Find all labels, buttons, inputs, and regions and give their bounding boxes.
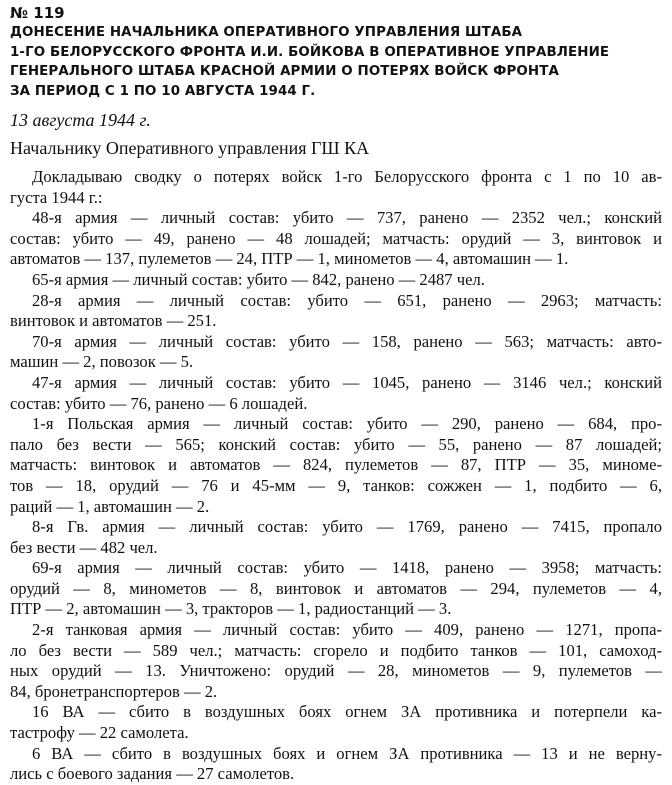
paragraph-line: 65-я армия — личный состав: убито — 842, ранено — 2487 чел. (32, 269, 485, 289)
heading-line: ГЕНЕРАЛЬНОГО ШТАБА КРАСНОЙ АРМИИ О ПОТЕРЯХ ВОЙСК ФРОНТА (10, 64, 559, 79)
addressee-line: Начальнику Оперативного управления ГШ КА (10, 138, 370, 158)
paragraph-line: 47-я армия — личный состав: убито — 1045, ранено — 3146 чел.; конский (32, 372, 662, 392)
paragraph-line: 2-я танковая армия — личный состав: убито — 409, ранено — 1271, пропа- (32, 620, 662, 640)
paragraph-line: лись с боевого задания — 27 самолетов. (10, 764, 295, 784)
paragraph-line: 48-я армия — личный состав: убито — 737, ранено — 2352 чел.; конский (32, 208, 662, 228)
paragraph-line: матчасть: винтовок и автоматов — 824, пулеметов — 87, ПТР — 35, миноме- (10, 455, 662, 475)
paragraph-line: 28-я армия — личный состав: убито — 651, ранено — 2963; матчасть: (32, 290, 662, 310)
paragraph-line: состав: убито — 76, ранено — 6 лошадей. (10, 393, 308, 413)
paragraph-line: машин — 2, повозок — 5. (10, 352, 194, 372)
report-paragraph (10, 373, 662, 414)
paragraph-line: пало без вести — 565; конский состав: убито — 55, ранено — 87 лошадей; (10, 434, 662, 454)
report-paragraph (10, 291, 662, 332)
paragraph-line: тов — 18, орудий — 76 и 45-мм — 9, танков: сожжен — 1, подбито — 6, (10, 475, 662, 495)
document-heading (10, 23, 662, 101)
paragraph-line: автоматов — 137, пулеметов — 24, ПТР — 1, минометов — 4, автомашин — 1. (10, 249, 569, 269)
report-paragraph (10, 558, 662, 620)
report-paragraph (10, 517, 662, 558)
paragraph-line: 16 ВА — сбито в воздушных боях огнем ЗА противника и потерпели ка- (32, 702, 662, 722)
report-paragraph (10, 332, 662, 373)
report-paragraph (10, 620, 662, 702)
paragraph-line: густа 1944 г.: (10, 187, 103, 207)
report-body (10, 167, 662, 785)
document-number: № 119 (10, 4, 65, 22)
paragraph-line: орудий — 8, минометов — 8, винтовок и автоматов — 294, пулеметов — 4, (10, 578, 662, 598)
heading-line: ДОНЕСЕНИЕ НАЧАЛЬНИКА ОПЕРАТИВНОГО УПРАВЛЕНИЯ ШТАБА (10, 25, 523, 40)
report-paragraph (10, 167, 662, 208)
document-page (10, 4, 662, 785)
report-paragraph (10, 744, 662, 785)
paragraph-line: ПТР — 2, автомашин — 3, тракторов — 1, радиостанций — 3. (10, 599, 452, 619)
report-paragraph (10, 270, 662, 291)
paragraph-line: 84, бронетранспортеров — 2. (10, 681, 218, 701)
report-paragraph (10, 414, 662, 517)
paragraph-line: 8-я Гв. армия — личный состав: убито — 1769, ранено — 7415, пропало (32, 517, 662, 537)
paragraph-line: ло без вести — 589 чел.; матчасть: сгорело и подбито танков — 101, самоход- (10, 640, 662, 660)
paragraph-line: раций — 1, автомашин — 2. (10, 496, 210, 516)
paragraph-line: винтовок и автоматов — 251. (10, 311, 217, 331)
paragraph-line: 69-я армия — личный состав: убито — 1418, ранено — 3958; матчасть: (32, 558, 662, 578)
paragraph-line: без вести — 482 чел. (10, 537, 158, 557)
paragraph-line: 1-я Польская армия — личный состав: убито — 290, ранено — 684, про- (32, 414, 662, 434)
paragraph-line: 70-я армия — личный состав: убито — 158, ранено — 563; матчасть: авто- (32, 331, 662, 351)
report-paragraph (10, 208, 662, 270)
heading-line: ЗА ПЕРИОД С 1 ПО 10 АВГУСТА 1944 Г. (10, 83, 316, 99)
paragraph-line: ных орудий — 13. Уничтожено: орудий — 28, минометов — 9, пулеметов — (10, 661, 662, 681)
paragraph-line: Докладываю сводку о потерях войск 1-го Белорусского фронта с 1 по 10 ав- (32, 167, 662, 186)
paragraph-line: состав: убито — 49, ранено — 48 лошадей; матчасть: орудий — 3, винтовок и (10, 228, 662, 248)
paragraph-line: тастрофу — 22 самолета. (10, 723, 189, 743)
report-paragraph (10, 702, 662, 743)
heading-line: 1-ГО БЕЛОРУССКОГО ФРОНТА И.И. БОЙКОВА В ОПЕРАТИВНОЕ УПРАВЛЕНИЕ (10, 44, 610, 60)
document-date: 13 августа 1944 г. (10, 110, 151, 130)
paragraph-line: 6 ВА — сбито в воздушных боях и огнем ЗА противника — 13 и не верну- (32, 743, 662, 763)
